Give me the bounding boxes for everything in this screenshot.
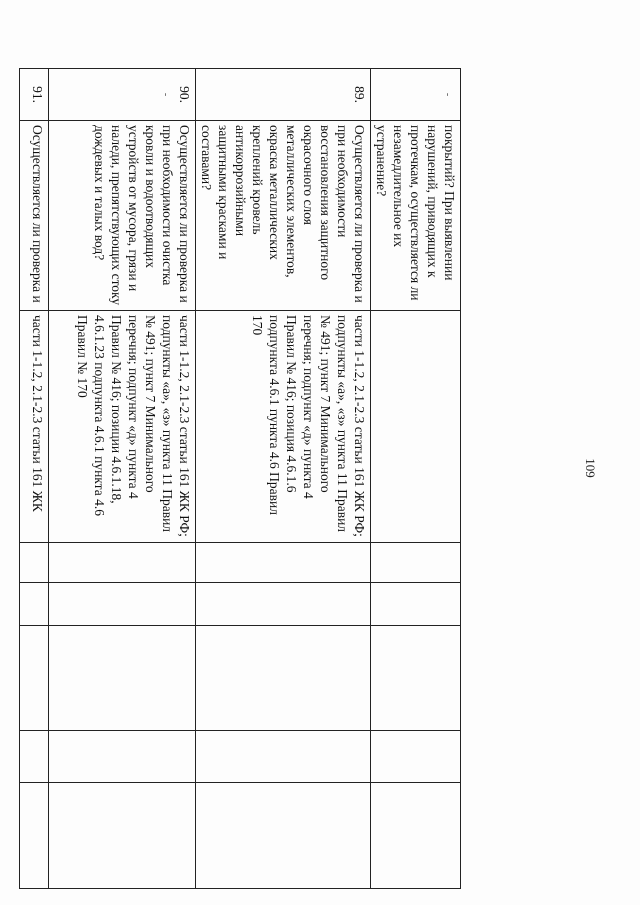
notes-cell [196,783,371,889]
row-number-cell [371,69,461,121]
page-number: 109 [583,458,598,478]
table-row-89 [196,69,371,889]
row-number-cell: 89. [196,69,371,121]
checklist-table [19,68,461,889]
answer-cell [196,583,371,626]
answer-cell [371,583,461,626]
answer-cell [49,543,196,583]
answer-cell [49,731,196,783]
answer-cell [49,626,196,731]
reference-cell [371,311,461,543]
reference-cell: части 1-1.2, 2.1-2.3 статьи 161 ЖК РФ; подпункты «а», «з» пункта 11 Правил № 491; пункт 7 Минимального перечня; подпункт «д» пункта 4 Правил № 416; позиция 4.6.1.6 подпункта 4.6.1 пункта 4.6 Правил 170 [196,311,371,543]
rotated-table-container [30,68,461,888]
question-cell: Осуществляется ли проверка и [20,121,49,311]
reference-cell: части 1-1.2, 2.1-2.3 статьи 161 ЖК РФ; подпункты «а», «з» пункта 11 Правил № 491; пункт 7 Минимального перечня; подпункт «д» пункта 4 Правил № 416; позиции 4.6.1.18, 4.6.1.23 подпункта 4.6.1 пункта 4.6 Правил № 170 [49,311,196,543]
notes-cell [49,783,196,889]
notes-cell [371,783,461,889]
answer-cell [20,731,49,783]
reference-cell: части 1-1.2, 2.1-2.3 статьи 161 ЖК [20,311,49,543]
table-row-continued [371,69,461,889]
answer-cell [371,543,461,583]
question-cell: Осуществляется ли проверка и при необходимости восстановления защитного окрасочного слоя металлических элементов, окраска металлических креплений кровель антикоррозийными защитными красками и составами? [196,121,371,311]
margin-mark: - [160,92,171,97]
answer-cell [49,583,196,626]
question-cell: покрытий? При выявлении нарушений, приводящих к протечкам, осуществляется ли незамедлительное их устранение? [371,121,461,311]
answer-cell [20,583,49,626]
row-number-cell: 90. - [49,69,196,121]
question-cell: Осуществляется ли проверка и при необходимости очистка кровли и водоотводящих устройств от мусора, грязи и наледи, препятствующих стоку дождевых и талых вод? [49,121,196,311]
notes-cell [20,783,49,889]
table-row-91 [20,69,49,889]
table-row-90 [49,69,196,889]
answer-cell [20,626,49,731]
answer-cell [20,543,49,583]
answer-cell [196,626,371,731]
row-number-cell: 91. [20,69,49,121]
answer-cell [371,731,461,783]
answer-cell [196,731,371,783]
answer-cell [196,543,371,583]
answer-cell [371,626,461,731]
margin-mark: - [442,92,453,97]
